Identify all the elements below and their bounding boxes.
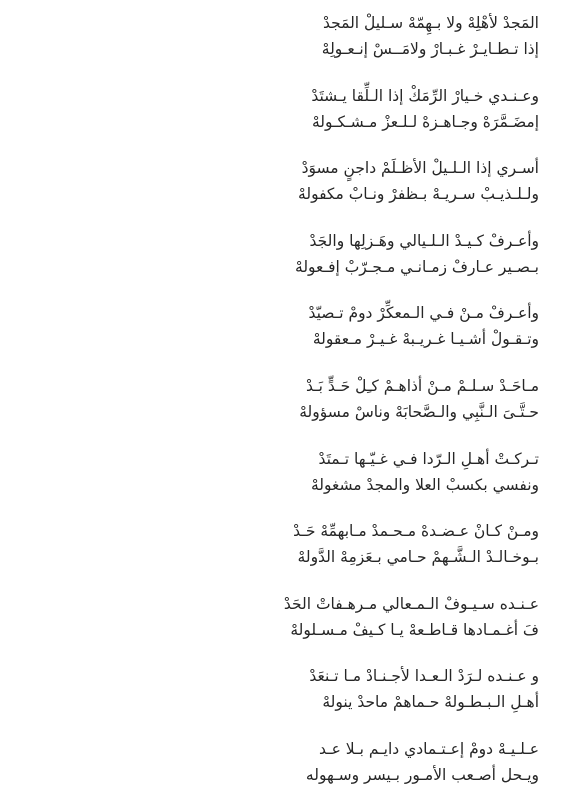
poem-line: وتـقـولْ أشـيـا غـريـبهْ غـيـرْ مـعقولهْ [312,330,539,349]
poem-line: ولـلـذيـبْ سـريـهْ بـظفرْ ونـابْ مكفولهْ [298,185,539,204]
poem-line: ويـحل أصـعب الأمـور بـيسر وسـهوله [305,765,539,784]
poem-line: بـوخـالـدْ الـشَّـهمْ حـامي بـعَزمِهْ الدَّولهْ [297,548,539,567]
stanza [239,730,539,803]
poem-line: فَ أغـمـادها قـاطـعهْ يـا كـيفْ مـسـلولهْ [290,620,539,639]
poem-line: عـنـده سـيـوفْ الـمـعالي مـرهـفاتْ الحَدْ [283,594,539,613]
poem-line: أهـلِ الـبـطـولهْ حـماهمْ ماحدْ ينولهْ [322,693,539,712]
stanza [239,585,539,658]
stanza [239,149,539,222]
stanza [239,77,539,150]
poem-line: إذا تـطـايـرْ غـبـارْ ولامَــسْ إنـعـولِهْ [321,40,539,58]
stanza [239,440,539,513]
poem-line: و عـنـده لـرَدْ الـعـدا لأجـنـادْ مـا تـنعَدْ [309,667,539,686]
poem-line: ومـنْ كـانْ عـضـدهْ مـحـمدْ مـابهمِّهْ حَـدْ [293,522,539,541]
poem-line: حـتَّـىَ الـنَّبِي والـصَّحابَهْ وناسْ مسؤولهْ [299,402,539,421]
poem-line: عـلـيـهْ دومْ إعـتـمادي دايـم بـلا عـد [318,739,539,758]
poem-line: تـركـتْ أهـلِ الـرّدا فـي غـيّـها تـمتَدْ [318,449,539,468]
stanza [239,4,539,77]
stanza [239,222,539,295]
poem-line: المَجدْ لأهْلِهْ ولا بـهِمّهْ سـليلْ المَجدْ [322,14,539,32]
poem-line: أسـري إذا الـلـيلْ الأظـلَمْ داجنٍ مسوَدْ [301,159,539,178]
poem-line: ونفسي بكسبْ العلا والمجدْ مشغولهْ [310,475,539,494]
poem-line: وعـنـدي خـيارْ الرِّمَكْ إذا الـلِّقا يـشتَدْ [311,86,539,105]
poem-line: مـاحَـدْ سـلـمْ مـنْ أذاهـمْ كـِلْ حَـدٍّ بَـدْ [306,376,539,395]
poem-line: إمضَـمَّرَهْ وجـاهـزهْ لـلـعزْ مـشـكـولهْ [311,112,539,131]
poem [239,4,539,803]
stanza [239,294,539,367]
stanza [239,657,539,730]
stanza [239,512,539,585]
stanza [239,367,539,440]
poem-line: بـصـير عـارفْ زمـانـي مـجـرّبْ إفـعولهْ [295,257,539,276]
poem-line: وأعـرفْ مـنْ فـي الـمعكِّرْ دومْ تـصيّدْ [308,304,539,323]
poem-line: وأعـرفْ كـيـدْ الـلـيالي وهَـزلِها والجَدْ [309,231,539,250]
